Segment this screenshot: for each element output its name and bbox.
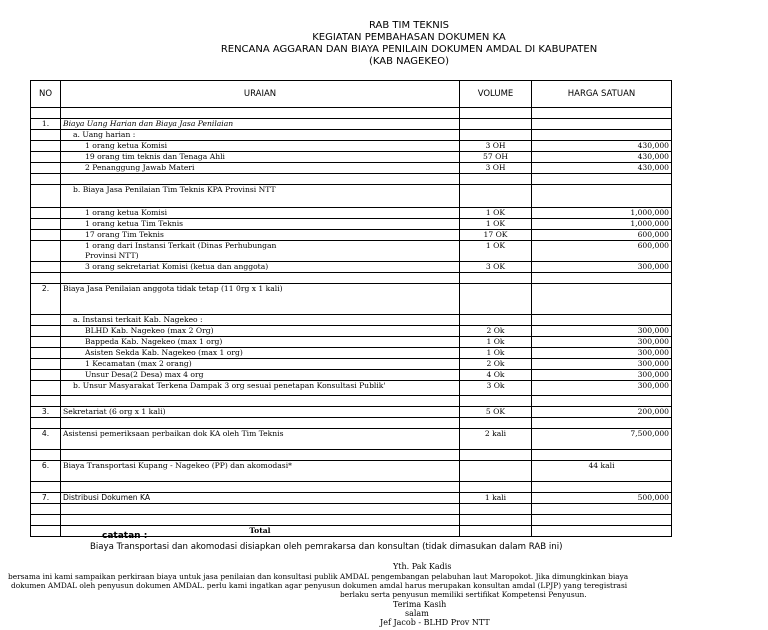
table-row: a. Instansi terkait Kab. Nagekeo : (31, 315, 672, 326)
table-row: 7. Distribusi Dokumen KA 1 kali 500,000 (31, 493, 672, 504)
table-row: Asisten Sekda Kab. Nagekeo (max 1 org) 1 Ok 300,000 (31, 348, 672, 359)
table-row: a. Uang harian : (31, 130, 672, 141)
table-row: BLHD Kab. Nagekeo (max 2 Org) 2 Ok 300,000 (31, 326, 672, 337)
header-harga-satuan: HARGA SATUAN (532, 81, 672, 108)
letter-paragraph-2: dokumen AMDAL oleh penyusun dokumen AMDAL. perlu kami ingatkan agar penyusun dokumen amdal harus merupakan konsultan amdal (LPJP) yang teregistrasi (11, 581, 628, 590)
budget-table (30, 80, 672, 537)
table-row (31, 504, 672, 515)
total-label: Total (61, 526, 460, 537)
table-row: 3. Sekretariat (6 org x 1 kali) 5 OK 200,000 (31, 407, 672, 418)
table-row: 1 orang dari Instansi Terkait (Dinas Perhubungan Provinsi NTT) 1 OK 600,000 (31, 241, 672, 262)
table-row: Unsur Desa(2 Desa) max 4 org 4 Ok 300,000 (31, 370, 672, 381)
letter-paragraph-3: berlaku serta penyusun memiliki sertifikat Kompetensi Penyusun. (340, 590, 587, 599)
table-row: 4. Asistensi pemeriksaan perbaikan dok KA oleh Tim Teknis 2 kali 7,500,000 (31, 429, 672, 450)
table-row: b. Unsur Masyarakat Terkena Dampak 3 org sesuai penetapan Konsultasi Publik' 3 Ok 300,000 (31, 381, 672, 396)
table-row: 17 orang Tim Teknis 17 OK 600,000 (31, 230, 672, 241)
salam-text: salam (405, 609, 429, 618)
greeting: Yth. Pak Kadis (393, 562, 452, 571)
table-row (31, 108, 672, 119)
catatan-text: Biaya Transportasi dan akomodasi disiapkan oleh pemrakarsa dan konsultan (tidak dimasukan dalam RAB ini) (90, 542, 563, 552)
title-line-1: RAB TIM TEKNIS (368, 20, 450, 31)
table-row: 2. Biaya Jasa Penilaian anggota tidak tetap (11 0rg x 1 kali) (31, 284, 672, 315)
thanks-text: Terima Kasih (393, 600, 447, 609)
table-row (31, 273, 672, 284)
title-line-2: KEGIATAN PEMBAHASAN DOKUMEN KA (312, 32, 506, 43)
signature: Jef Jacob - BLHD Prov NTT (380, 618, 490, 627)
table-row (31, 482, 672, 493)
table-row: 1 orang ketua Tim Teknis 1 OK 1,000,000 (31, 219, 672, 230)
table-header-row (31, 81, 672, 108)
table-row: 3 orang sekretariat Komisi (ketua dan anggota) 3 OK 300,000 (31, 262, 672, 273)
title-line-3: RENCANA AGGARAN DAN BIAYA PENILAIN DOKUMEN AMDAL DI KABUPATEN (220, 44, 598, 55)
table-row: 1. Biaya Uang Harian dan Biaya Jasa Penilaian (31, 119, 672, 130)
table-row (31, 515, 672, 526)
table-row: 19 orang tim teknis dan Tenaga Ahli 57 OH 430,000 (31, 152, 672, 163)
table-row (31, 396, 672, 407)
letter-paragraph-1: bersama ini kami sampaikan perkiraan biaya untuk jasa penilaian dan konsultasi publik AMDAL pengembangan pelabuhan laut Maropokot. Jika dimungkinkan biaya (8, 572, 629, 581)
table-row: 1 orang ketua Komisi 3 OH 430,000 (31, 141, 672, 152)
table-row: Bappeda Kab. Nagekeo (max 1 org) 1 Ok 300,000 (31, 337, 672, 348)
table-row: 1 orang ketua Komisi 1 OK 1,000,000 (31, 208, 672, 219)
header-no: NO (31, 81, 61, 108)
table-row (31, 174, 672, 185)
catatan-label: catatan : (102, 531, 148, 541)
table-row: 2 Penanggung Jawab Materi 3 OH 430,000 (31, 163, 672, 174)
table-row (31, 450, 672, 461)
header-volume: VOLUME (460, 81, 532, 108)
table-row: 6. Biaya Transportasi Kupang - Nagekeo (PP) dan akomodasi* 44 kali (31, 461, 672, 482)
table-row (31, 418, 672, 429)
table-row: 1 Kecamatan (max 2 orang) 2 Ok 300,000 (31, 359, 672, 370)
table-row: b. Biaya Jasa Penilaian Tim Teknis KPA Provinsi NTT (31, 185, 672, 208)
header-uraian: URAIAN (61, 81, 460, 108)
title-line-4: (KAB NAGEKEO) (368, 56, 450, 67)
